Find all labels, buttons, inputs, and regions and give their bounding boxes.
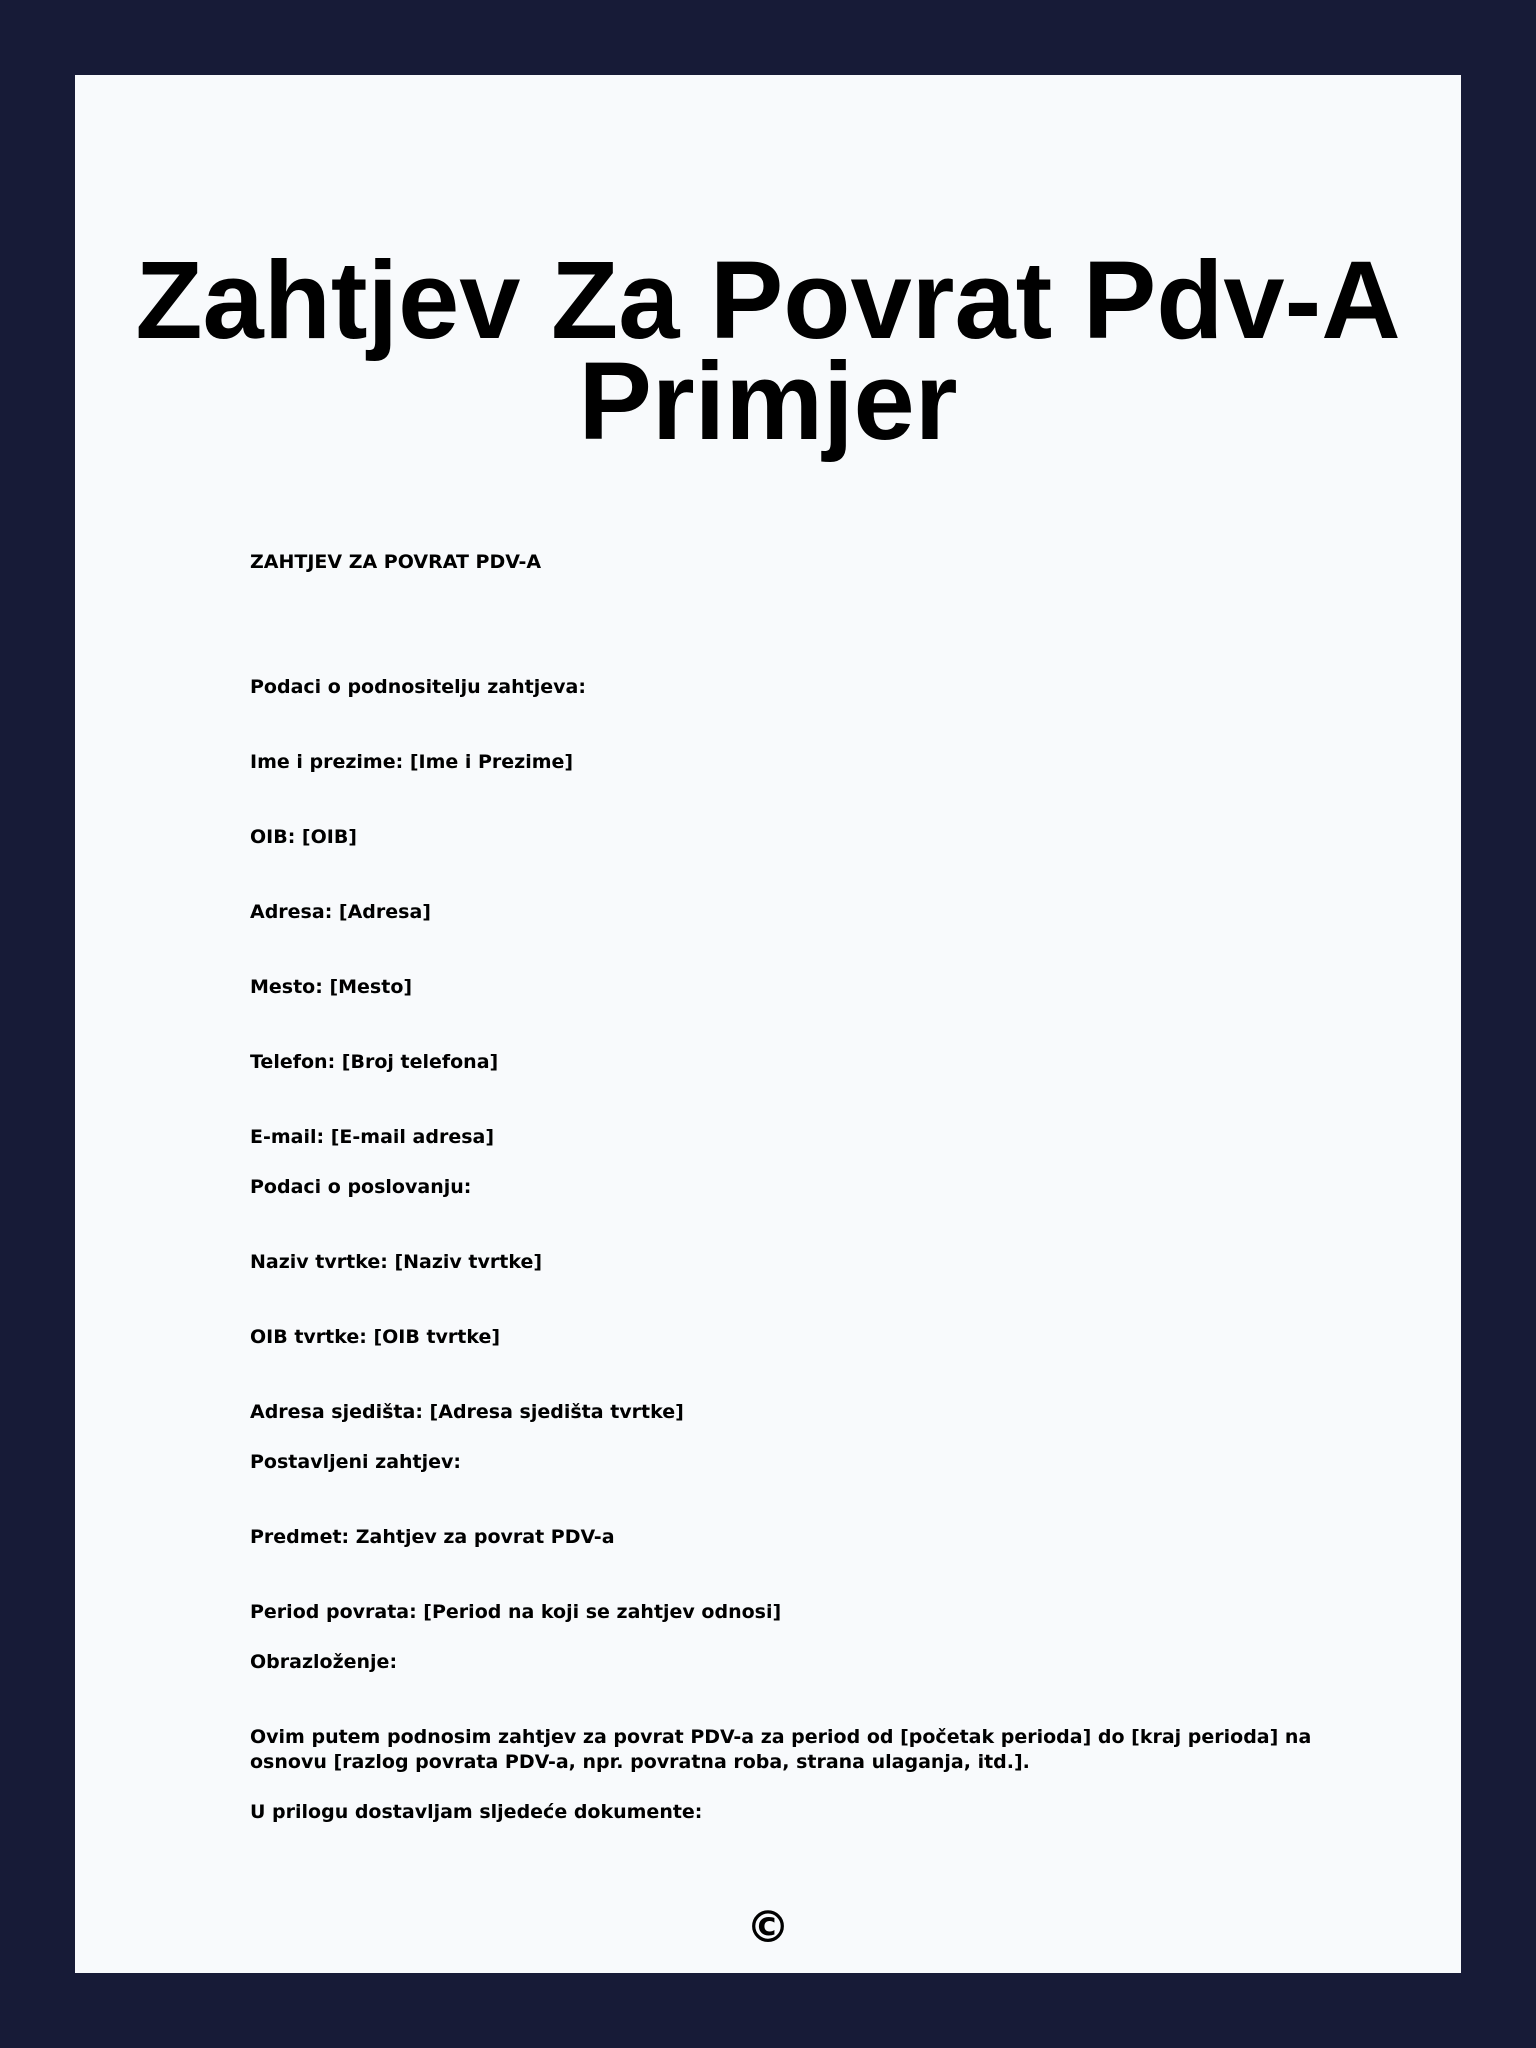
- field-name: Ime i prezime: [Ime i Prezime]: [250, 751, 574, 773]
- document-title-line-1: Zahtjev Za Povrat Pdv-A: [135, 239, 1401, 362]
- section-applicant-heading: Podaci o podnositelju zahtjeva:: [250, 676, 586, 698]
- copyright-icon: ©: [746, 1902, 790, 1953]
- field-company-name: Naziv tvrtke: [Naziv tvrtke]: [250, 1251, 543, 1273]
- section-business-heading: Podaci o poslovanju:: [250, 1176, 472, 1198]
- field-address: Adresa: [Adresa]: [250, 901, 431, 923]
- field-phone: Telefon: [Broj telefona]: [250, 1051, 499, 1073]
- document-page: [75, 75, 1461, 1973]
- field-company-oib: OIB tvrtke: [OIB tvrtke]: [250, 1326, 501, 1348]
- field-oib: OIB: [OIB]: [250, 826, 357, 848]
- field-email: E-mail: [E-mail adresa]: [250, 1126, 495, 1148]
- field-refund-period: Period povrata: [Period na koji se zahtjev odnosi]: [250, 1601, 782, 1623]
- field-company-address: Adresa sjedišta: [Adresa sjedišta tvrtke]: [250, 1401, 684, 1423]
- section-justification-heading: Obrazloženje:: [250, 1651, 398, 1673]
- field-city: Mesto: [Mesto]: [250, 976, 413, 998]
- document-title: [75, 239, 1461, 463]
- section-request-heading: Postavljeni zahtjev:: [250, 1451, 462, 1473]
- document-heading: ZAHTJEV ZA POVRAT PDV-A: [250, 551, 542, 573]
- justification-paragraph: Ovim putem podnosim zahtjev za povrat PDV-a za period od [početak perioda] do [kraj perioda] na osnovu [razlog povrata PDV-a, npr. povratna roba, strana ulaganja, itd.].: [250, 1726, 1312, 1773]
- document-title-line-2: Primjer: [578, 340, 958, 463]
- field-subject: Predmet: Zahtjev za povrat PDV-a: [250, 1526, 615, 1548]
- attachments-intro: U prilogu dostavljam sljedeće dokumente:: [250, 1801, 703, 1823]
